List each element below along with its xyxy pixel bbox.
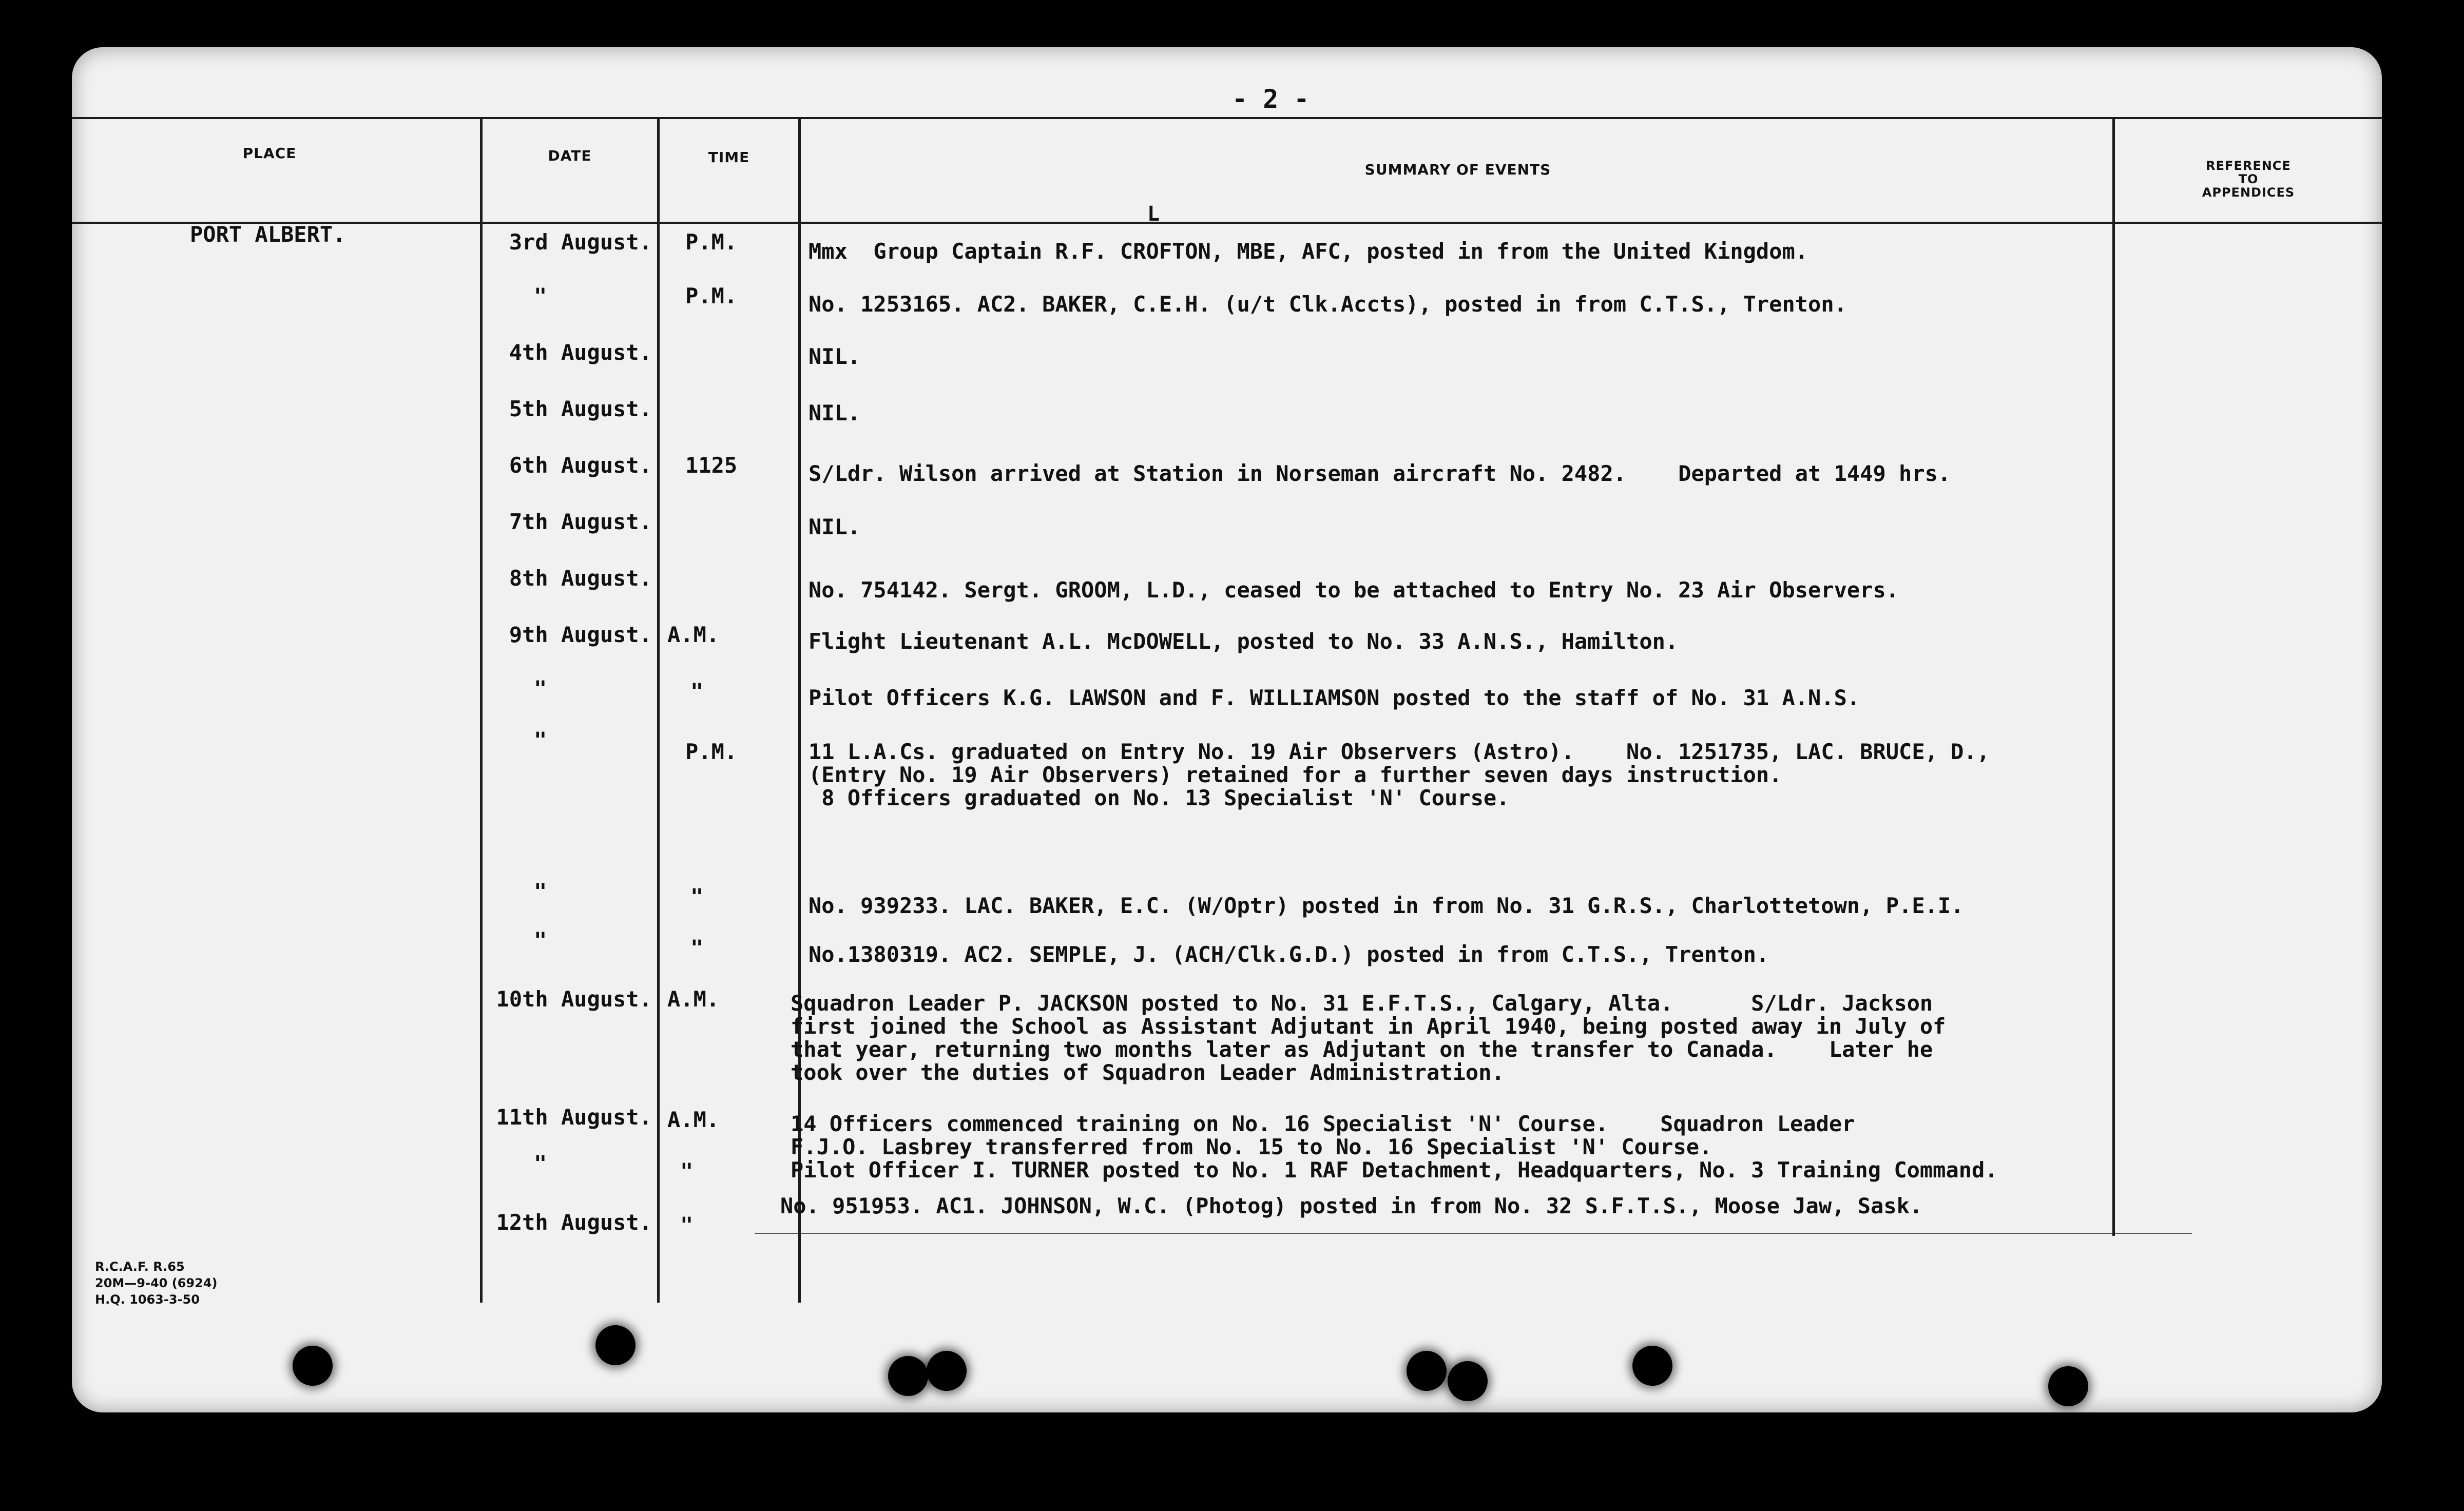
- entry-time: ": [690, 679, 704, 704]
- entry-time: A.M.: [667, 986, 720, 1012]
- entry-summary: Pilot Officer I. TURNER posted to No. 1 RAF Detachment, Headquarters, No. 3 Training Command.: [791, 1157, 1998, 1183]
- form-reference-line: H.Q. 1063-3-50: [95, 1292, 200, 1307]
- entry-summary: S/Ldr. Wilson arrived at Station in Norseman aircraft No. 2482. Departed at 1449 hrs.: [808, 461, 1951, 486]
- entry-time: P.M.: [685, 229, 738, 255]
- entry-summary: No. 939233. LAC. BAKER, E.C. (W/Optr) posted in from No. 31 G.R.S., Charlottetown, P.E.I.: [808, 893, 1964, 918]
- entry-time: ": [680, 1212, 694, 1237]
- entry-summary: Flight Lieutenant A.L. McDOWELL, posted to No. 33 A.N.S., Hamilton.: [808, 629, 1679, 654]
- entry-time: A.M.: [667, 1107, 720, 1132]
- punch-hole: [888, 1356, 928, 1396]
- entry-date: ": [534, 879, 547, 904]
- entry-date: 3rd August.: [509, 229, 652, 255]
- entry-date: 11th August.: [496, 1105, 652, 1130]
- entry-date: 5th August.: [509, 396, 652, 421]
- entry-time: ": [680, 1158, 694, 1184]
- punch-hole: [2048, 1366, 2088, 1406]
- entry-date: 7th August.: [509, 509, 652, 534]
- punch-hole: [293, 1346, 333, 1386]
- entry-date: 10th August.: [496, 986, 652, 1012]
- punch-hole: [1407, 1351, 1447, 1391]
- entry-time: 1125: [685, 453, 738, 478]
- entry-summary: NIL.: [808, 344, 861, 369]
- entry-summary: Mmx Group Captain R.F. CROFTON, MBE, AFC, posted in from the United Kingdom.: [808, 239, 1808, 264]
- entry-summary: No. 1253165. AC2. BAKER, C.E.H. (u/t Clk.Accts), posted in from C.T.S., Trenton.: [808, 292, 1847, 317]
- header-top-rule: [72, 117, 2382, 119]
- handwritten-annotation: L: [1147, 202, 1160, 226]
- entry-time: P.M.: [685, 283, 738, 308]
- form-reference-line: R.C.A.F. R.65: [95, 1260, 185, 1274]
- entry-date: ": [534, 727, 547, 752]
- entry-summary: 11 L.A.Cs. graduated on Entry No. 19 Air Observers (Astro). No. 1251735, LAC. BRUCE, D., (Entry No. 19 Air Observers) retained for a further seven days instruction. 8 Officers graduated on No. 13 Specialist 'N' Course.: [808, 739, 1990, 810]
- place-cell: PORT ALBERT.: [190, 222, 346, 247]
- entry-summary: No.1380319. AC2. SEMPLE, J. (ACH/Clk.G.D.) posted in from C.T.S., Trenton.: [808, 942, 1769, 967]
- punch-hole: [927, 1351, 967, 1391]
- entry-summary: NIL.: [808, 514, 861, 539]
- entry-date: 4th August.: [509, 340, 652, 365]
- header-bottom-rule: [72, 222, 2382, 224]
- entry-summary: No. 754142. Sergt. GROOM, L.D., ceased to be attached to Entry No. 23 Air Observers.: [808, 577, 1899, 603]
- entry-date: ": [534, 676, 547, 701]
- entry-summary: NIL.: [808, 400, 861, 425]
- entry-time: A.M.: [667, 622, 720, 647]
- entry-summary: Pilot Officers K.G. LAWSON and F. WILLIAMSON posted to the staff of No. 31 A.N.S.: [808, 685, 1860, 710]
- punch-hole: [1632, 1346, 1672, 1386]
- header-reference: REFERENCE TO APPENDICES: [2202, 159, 2295, 200]
- header-summary: SUMMARY OF EVENTS: [1364, 161, 1551, 178]
- entry-date: ": [534, 283, 547, 308]
- column-divider-summary-reference: [2112, 117, 2115, 1236]
- entry-time: ": [690, 935, 704, 960]
- entry-date: 6th August.: [509, 453, 652, 478]
- punch-hole: [595, 1325, 636, 1365]
- entry-summary: 14 Officers commenced training on No. 16 Specialist 'N' Course. Squadron Leader F.J.O. Lasbrey transferred from No. 15 to No. 16 Specialist 'N' Course.: [791, 1111, 1855, 1159]
- entry-date: 8th August.: [509, 566, 652, 591]
- punch-hole: [1448, 1361, 1488, 1401]
- entry-date: 12th August.: [496, 1210, 652, 1235]
- form-reference-line: 20M—9-40 (6924): [95, 1276, 218, 1290]
- form-reference: [95, 1258, 217, 1308]
- header-date: DATE: [548, 147, 592, 164]
- header-place: PLACE: [242, 145, 297, 162]
- entry-date: 9th August.: [509, 622, 652, 647]
- table-bottom-rule: [755, 1233, 2192, 1234]
- entry-time: P.M.: [685, 739, 738, 764]
- column-divider-date-time: [657, 117, 660, 1303]
- entry-date: ": [534, 1151, 547, 1176]
- entry-time: ": [690, 884, 704, 909]
- entry-summary: Squadron Leader P. JACKSON posted to No. 31 E.F.T.S., Calgary, Alta. S/Ldr. Jackson first joined the School as Assistant Adjutant in April 1940, being posted away in July of that year, returning two months later as Adjutant on the transfer to Canada. Later he took over the duties of Squadron Leader Administration.: [791, 991, 1946, 1085]
- header-time: TIME: [708, 149, 750, 166]
- entry-summary: No. 951953. AC1. JOHNSON, W.C. (Photog) posted in from No. 32 S.F.T.S., Moose Jaw, Sask.: [780, 1193, 1923, 1218]
- entry-date: ": [534, 927, 547, 953]
- diary-sheet: [72, 47, 2382, 1412]
- page-number: - 2 -: [1232, 84, 1310, 114]
